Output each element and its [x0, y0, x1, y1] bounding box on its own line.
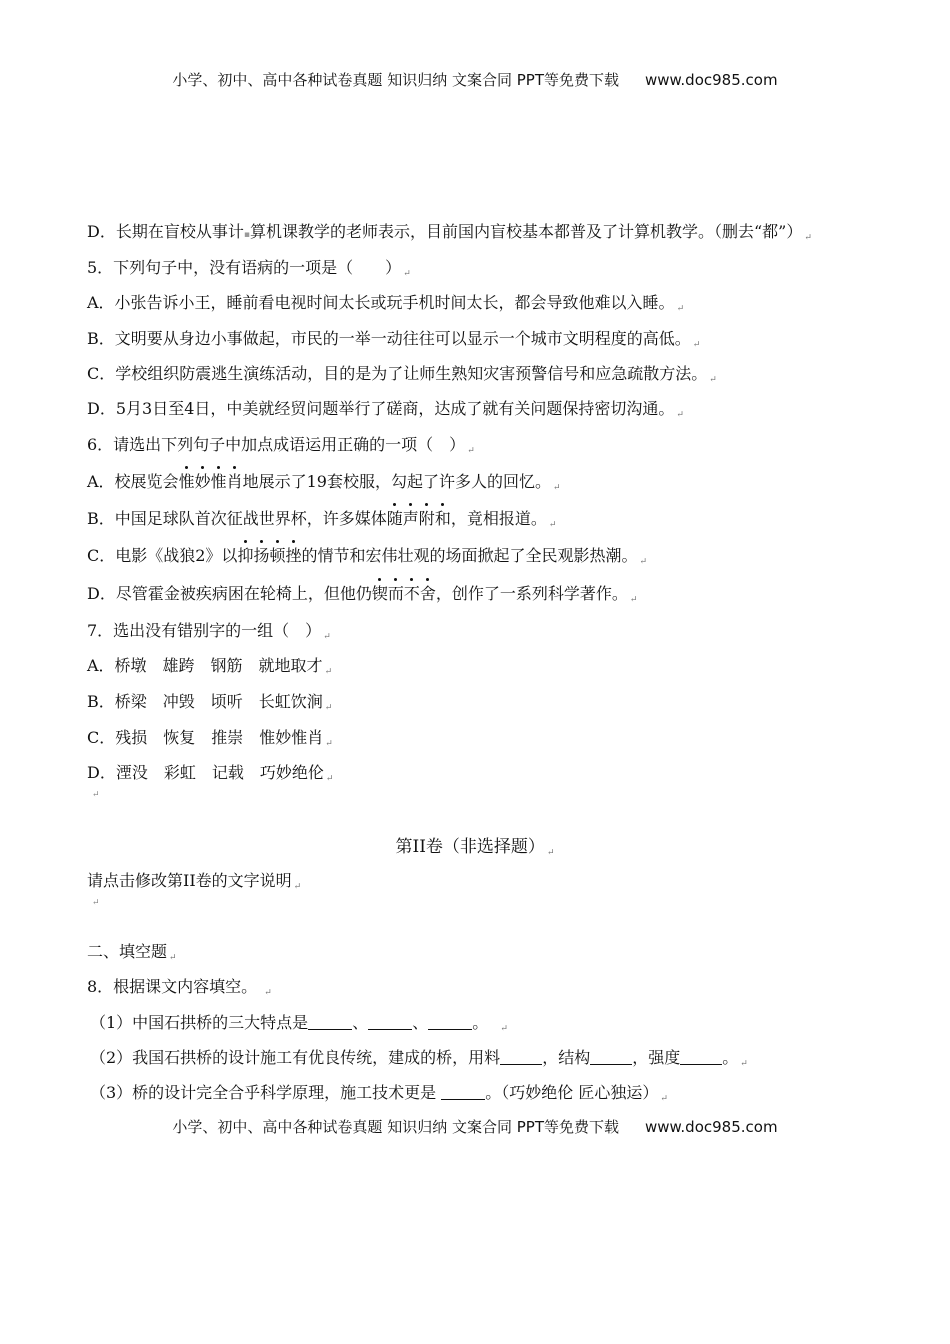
- q6-option-c: C．电影《战狼2》以抑扬顿挫的情节和宏伟壮观的场面掀起了全民观影热潮。 ↵: [87, 546, 648, 567]
- dotted-char: 惟: [210, 472, 227, 491]
- dotted-char: 抑: [237, 546, 254, 565]
- section2-heading: 二、填空题 ↵: [87, 942, 177, 963]
- page-footer: [0, 1116, 950, 1137]
- q8-stem: 8．根据课文内容填空。 ↵: [87, 977, 272, 998]
- part2-note: 请点击修改第II卷的文字说明 ↵: [87, 871, 302, 892]
- q5-option-c: C．学校组织防震逃生演练活动，目的是为了让师生熟知灾害预警信号和应急疏散方法。 ↵: [87, 364, 717, 385]
- edit-mark: ▪: [243, 230, 250, 240]
- footer-url[interactable]: www.doc985.com: [644, 1118, 778, 1136]
- answer-blank[interactable]: [368, 1014, 412, 1030]
- q4-d-after: 算机课教学的老师表示，目前国内盲校基本都普及了计算机教学。（删去“都”）: [249, 222, 803, 241]
- q7-stem: 7．选出没有错别字的一组（ ） ↵: [87, 621, 331, 642]
- answer-blank[interactable]: [441, 1084, 485, 1100]
- q5-option-d: D．5月3日至4日，中美就经贸问题举行了磋商，达成了就有关问题保持密切沟通。 ↵: [87, 399, 684, 420]
- answer-blank[interactable]: [500, 1049, 542, 1065]
- paragraph-mark: ↵: [92, 790, 100, 800]
- dotted-char: 附: [418, 509, 435, 528]
- answer-blank[interactable]: [428, 1014, 472, 1030]
- footer-text: 小学、初中、高中各种试卷真题 知识归纳 文案合同 PPT等免费下载: [172, 1118, 619, 1136]
- dotted-char: 舍: [419, 584, 436, 603]
- answer-blank[interactable]: [308, 1014, 352, 1030]
- q7-option-d: D．湮没 彩虹 记载 巧妙绝伦 ↵: [87, 763, 334, 784]
- q6-option-a: A．校展览会惟妙惟肖地展示了19套校服，勾起了许多人的回忆。 ↵: [87, 472, 561, 493]
- dotted-char: 扬: [253, 546, 270, 565]
- answer-blank[interactable]: [590, 1049, 632, 1065]
- dotted-char: 而: [387, 584, 404, 603]
- header-text: 小学、初中、高中各种试卷真题 知识归纳 文案合同 PPT等免费下载: [172, 71, 619, 89]
- q5-option-a: A．小张告诉小王，睡前看电视时间太长或玩手机时间太长，都会导致他难以入睡。 ↵: [87, 293, 685, 314]
- dotted-char: 顿: [269, 546, 286, 565]
- q7-option-c: C．残损 恢复 推崇 惟妙惟肖 ↵: [87, 728, 333, 749]
- q8-sub3: （3）桥的设计完全合乎科学原理，施工技术更是 。（巧妙绝伦 匠心独运） ↵: [90, 1083, 668, 1104]
- q6-option-b: B．中国足球队首次征战世界杯，许多媒体随声附和，竟相报道。 ↵: [87, 509, 557, 530]
- dotted-char: 和: [434, 509, 451, 528]
- part2-title: 第II卷（非选择题） ↵: [395, 837, 555, 858]
- q6-stem: 6．请选出下列句子中加点成语运用正确的一项（ ） ↵: [87, 435, 475, 456]
- dotted-char: 不: [403, 584, 420, 603]
- q5-option-b: B．文明要从身边小事做起，市民的一举一动往往可以显示一个城市文明程度的高低。 ↵: [87, 329, 701, 350]
- q7-option-b: B．桥梁 冲毁 顷听 长虹饮涧 ↵: [87, 692, 333, 713]
- dotted-char: 随: [386, 509, 403, 528]
- answer-blank[interactable]: [680, 1049, 722, 1065]
- dotted-char: 挫: [285, 546, 302, 565]
- q4-d-before: D．长期在盲校从事计: [87, 222, 244, 241]
- dotted-char: 肖: [226, 472, 243, 491]
- paragraph-mark: ↵: [92, 898, 100, 908]
- q8-sub2: （2）我国石拱桥的设计施工有优良传统，建成的桥，用料 ，结构 ，强度 。 ↵: [90, 1048, 748, 1069]
- q5-stem: 5．下列句子中，没有语病的一项是（ ） ↵: [87, 258, 411, 279]
- dotted-char: 锲: [371, 584, 388, 603]
- q4-option-d: D．长期在盲校从事计▪算机课教学的老师表示，目前国内盲校基本都普及了计算机教学。（删去“都”） ↵: [87, 222, 812, 243]
- page-header: [0, 69, 950, 90]
- q8-sub1: （1）中国石拱桥的三大特点是 、 、 。 ↵: [90, 1013, 508, 1034]
- dotted-char: 妙: [194, 472, 211, 491]
- q6-option-d: D．尽管霍金被疾病困在轮椅上，但他仍锲而不舍，创作了一系列科学著作。 ↵: [87, 584, 638, 605]
- header-url[interactable]: www.doc985.com: [644, 71, 778, 89]
- q7-option-a: A．桥墩 雄跨 钢筋 就地取才 ↵: [87, 656, 333, 677]
- dotted-char: 惟: [178, 472, 195, 491]
- dotted-char: 声: [402, 509, 419, 528]
